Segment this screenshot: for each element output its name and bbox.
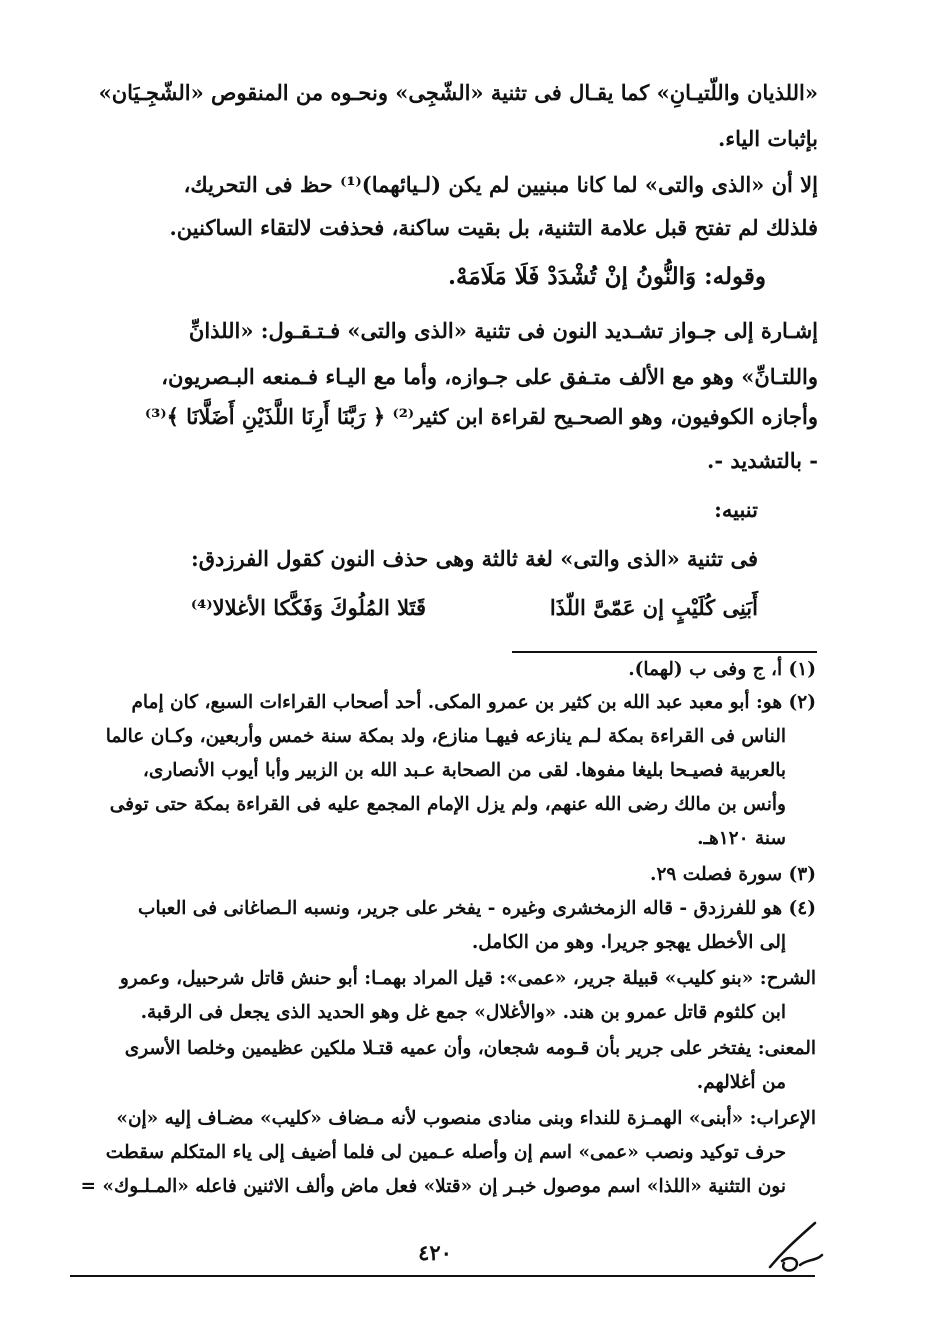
footnote-1: (١) أ، ج وفى ب (لهما). [628,659,816,680]
footnote-2-line-4: وأنس بن مالك رضى الله عنهم، ولم يزل الإمام المجمع عليه فى القراءة بمكة حتى توفى [109,794,786,815]
footnote-4-line-2: إلى الأخطل يهجو جريرا. وهو من الكامل. [471,932,786,953]
main-line-9: - بالتشديد -. [707,448,818,473]
footnote-2-line-5: سنة ١٢٠هـ. [697,828,786,849]
notice-heading: تنبيه: [714,497,758,522]
footnote-separator [512,651,817,653]
bottom-rule [70,1275,815,1277]
footnote-3: (٣) سورة فصلت ٢٩. [650,864,816,885]
footnote-2-line-3: بالعربية فصيـحا بليغا مفوها. لقى من الصحابة عـبد الله بن الزبير وأبا أيوب الأنصارى، [142,760,786,781]
main-line-5-quote: وقوله: وَالنُّونُ إنْ تُشْدَدْ فَلَا مَلَامَهْ. [447,263,766,290]
footnote-4-meaning-line-2: من أغلالهم. [696,1072,786,1093]
main-line-1: «اللذيان واللّتيـانِ» كما يقـال فى تثنية «الشّجِى» ونحـوه من المنقوص «الشّجِـيَان» [98,80,818,105]
footnote-4-meaning-line-1: المعنى: يفتخر على جرير بأن قـومه شجعان، وأن عميه قتـلا ملكين عظيمين وخلصا الأسرى [124,1038,816,1059]
main-line-7: واللتـانِّ» وهو مع الألف متـفق على جـوازه، وأما مع اليـاء فـمنعه البـصريون، [161,364,818,389]
main-line-6: إشـارة إلى جـواز تشـديد النون فى تثنية «الذى والتى» فـتـقـول: «اللذانِّ [188,318,818,343]
notice-text: فى تثنية «الذى والتى» لغة ثالثة وهى حذف النون كقول الفرزدق: [191,546,758,571]
footnote-2-line-2: الناس فى القراءة بمكة لـم ينازعه فيهـا منازع، ولد بمكة سنة خمس وأربعين، وكـان عالما [105,726,786,747]
page-number: ٤٢٠ [418,1240,452,1265]
verse-right-hemistich: أَبَنِى كُلَيْبٍ إن عَمّىَّ اللّذَا [549,595,758,620]
main-line-8: وأجازه الكوفيون، وهو الصحـيح لقراءة ابن كثير⁽²⁾ ﴿ رَبَّنَا أَرِنَا اللَّذَيْنِ أَضَلَّانَا ﴾⁽³⁾ [144,404,818,429]
verse-left-hemistich: قَتَلا المُلُوكَ وَفَكَّكا الأغلالا⁽⁴⁾ [190,595,426,620]
main-line-2: بإثبات الياء. [717,126,818,151]
footnote-4-sharh-line-1: الشرح: «بنو كليب» قبيلة جرير، «عمى»: قيل المراد بهمـا: أبو حنش قاتل شرحبيل، وعمرو [119,968,816,989]
footnote-4-irab-line-2: حرف توكيد ونصب «عمى» اسم إن وأصله عـمين لى فلما أضيف إلى ياء المتكلم سقطت [105,1142,786,1163]
footnote-4-line-1: (٤) هو للفرزدق - قاله الزمخشرى وغيره - يفخر على جرير، ونسبه الـصاغانى فى العباب [138,898,816,919]
footnote-4-irab-line-1: الإعراب: «أبنى» الهمـزة للنداء وبنى منادى منصوب لأنه مـضاف «كليب» مضـاف إليه «إن» [116,1108,816,1129]
signature-mark-icon [760,1215,830,1275]
main-line-4: فلذلك لم تفتح قبل علامة التثنية، بل بقيت ساكنة، فحذفت لالتقاء الساكنين. [169,215,818,240]
main-line-3: إلا أن «الذى والتى» لما كانا مبنيين لم يكن (لـيائهما)⁽¹⁾ حظ فى التحريك، [183,172,818,197]
footnote-4-sharh-line-2: ابن كلثوم قاتل عمرو بن هند. «والأغلال» جمع غل وهو الحديد الذى يجعل فى الرقبة. [140,1002,786,1023]
footnote-4-irab-line-3: نون التثنية «اللذا» اسم موصول خبـر إن «قتلا» فعل ماض وألف الاثنين فاعله «المـلـوك» = [80,1176,786,1197]
footnote-2-line-1: (٢) هو: أبو معبد عبد الله بن كثير بن عمرو المكى. أحد أصحاب القراءات السبع، كان إمام [131,692,816,713]
